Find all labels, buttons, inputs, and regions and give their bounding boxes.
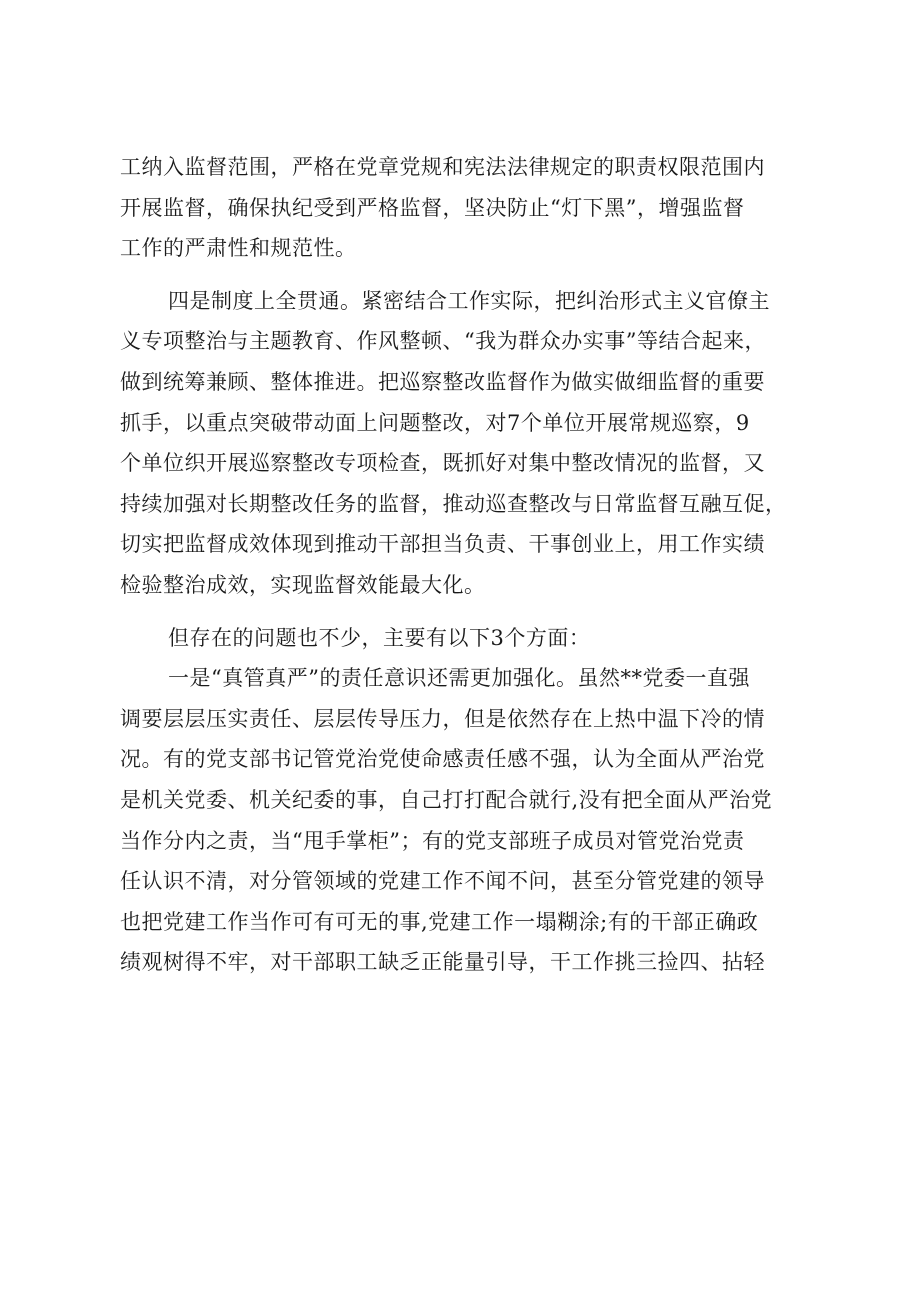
text-line: 也把党建工作当作可有可无的事,党建工作一塌糊涂;有的干部正确政 (120, 909, 759, 934)
text-line: 做到统筹兼顾、整体推进。把巡察整改监督作为做实做细监督的重要 (120, 369, 765, 394)
document-body (120, 147, 820, 983)
text-line: 四是制度上全贯通。紧密结合工作实际，把纠治形式主义官僚主 (168, 288, 770, 313)
text-line: 调要层层压实责任、层层传导压力，但是依然存在上热中温下冷的情 (120, 706, 765, 731)
text-line: 个单位织开展巡察整改专项检查，既抓好对集中整改情况的监督，又 (120, 451, 765, 476)
text-line: 检验整治成效，实现监督效能最大化。 (120, 572, 486, 597)
paragraph-gap (120, 606, 820, 618)
text-line: 抓手，以重点突破带动面上问题整改，对7个单位开展常规巡察，9 (120, 410, 750, 435)
text-line: 况。有的党支部书记管党治党使命感责任感不强，认为全面从严治党 (120, 747, 765, 772)
paragraph-2 (120, 281, 820, 606)
text-line: 当作分内之责，当“甩手掌柜”；有的党支部班子成员对管党治党责 (120, 828, 745, 853)
text-line: 一是“真管真严”的责任意识还需更加强化。虽然**党委一直强 (168, 666, 750, 691)
text-line: 持续加强对长期整改任务的监督，推动巡查整改与日常监督互融互促， (120, 491, 787, 516)
text-line: 但存在的问题也不少，主要有以下3个方面： (168, 625, 591, 650)
paragraph-4 (120, 658, 820, 983)
text-line: 工作的严肃性和规范性。 (120, 236, 357, 261)
text-line: 切实把监督成效体现到推动干部担当负责、干事创业上，用工作实绩 (120, 532, 765, 557)
text-line: 是机关党委、机关纪委的事，自己打打配合就行,没有把全面从严治党 (120, 787, 773, 812)
text-line: 工纳入监督范围，严格在党章党规和宪法法律规定的职责权限范围内 (120, 155, 765, 179)
paragraph-3 (120, 618, 820, 659)
text-line: 开展监督，确保执纪受到严格监督，坚决防止“灯下黑”，增强监督 (120, 195, 745, 220)
text-line: 义专项整治与主题教育、作风整顿、“我为群众办实事”等结合起来， (120, 329, 766, 354)
text-line: 任认识不清，对分管领域的党建工作不闻不问，甚至分管党建的领导 (120, 869, 765, 894)
paragraph-1 (120, 147, 820, 269)
text-line: 绩观树得不牢，对干部职工缺乏正能量引导，干工作挑三捡四、拈轻 (120, 950, 765, 975)
paragraph-gap (120, 269, 820, 281)
